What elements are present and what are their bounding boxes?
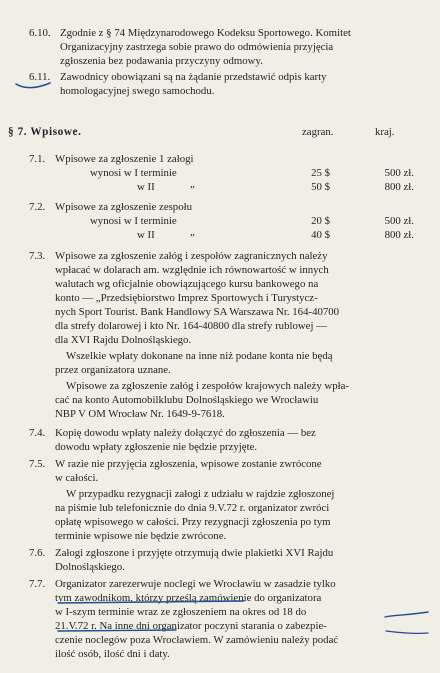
section-7-6-number: 7.6. [29, 547, 46, 559]
section-7-3-line: dla XVI Rajdu Dolnośląskiego. [55, 334, 192, 346]
section-7-1-number: 7.1. [29, 153, 46, 165]
fee-row-label: w II [137, 229, 155, 241]
section-7-5-line: na piśmie lub telefonicznie do dnia 9.V.72 r. organizator zwróci [55, 502, 330, 514]
pen-underline-mark [385, 612, 428, 617]
fee-row-label: wynosi w I terminie [90, 215, 177, 227]
fee-row-label: wynosi w I terminie [90, 167, 177, 179]
section-7-3-line: Wpisowe za zgłoszenie załóg i zespołów krajowych należy wpła- [66, 380, 350, 392]
section-7-7-line: ilość osób, ilość dni i daty. [55, 648, 170, 660]
section-7-3-line: walutach wg oficjalnie obowiązującego kursu bankowego na [55, 278, 319, 290]
section-7-3-line: wpłacać w dolarach am. względnie ich równowartość w innych [55, 264, 329, 276]
section-7-7-line: w I-szym terminie wraz ze zgłoszeniem na okres od 18 do [55, 606, 307, 618]
section-7-3-line: Wpisowe za zgłoszenie załóg i zespołów zagranicznych należy [55, 250, 328, 262]
section-7-1-title: Wpisowe za zgłoszenie 1 załogi [55, 153, 194, 165]
section-7-4-line: Kopię dowodu wpłaty należy dołączyć do zgłoszenia — bez [55, 427, 316, 439]
fee-domestic-value: 500 zł. [384, 167, 414, 179]
section-7-4-number: 7.4. [29, 427, 46, 439]
section-6-11-number: 6.11. [29, 71, 51, 83]
section-7-4-line: dowodu wpłaty zgłoszenie nie będzie przyjęte. [55, 441, 258, 453]
section-7-7-line: 21.V.72 r. Na inne dni organizator poczyni starania o zabezpie- [55, 620, 327, 632]
fee-foreign-value: 50 $ [311, 181, 330, 193]
section-6-10-line: Zgodnie z § 74 Międzynarodowego Kodeksu Sportowego. Komitet [60, 27, 351, 39]
section-7-2-title: Wpisowe za zgłoszenie zespołu [55, 201, 193, 213]
fee-row-label: w II [137, 181, 155, 193]
section-7-2-number: 7.2. [29, 201, 46, 213]
section-7-3-line: Wszelkie wpłaty dokonane na inne niż podane konta nie będą [66, 350, 333, 362]
section-7-3-line: NBP V OM Wrocław Nr. 1649-9-7618. [55, 408, 225, 420]
section-7-3-line: przez organizatora uznane. [55, 364, 171, 376]
column-header-domestic: kraj. [375, 126, 395, 138]
section-7-5-line: terminie wpisowe nie będzie zwrócone. [55, 530, 227, 542]
pen-underline-mark [386, 631, 428, 633]
section-7-6-line: Dolnośląskiego. [55, 561, 125, 573]
section-7-6-line: Załogi zgłoszone i przyjęte otrzymują dwie plakietki XVI Rajdu [55, 547, 334, 559]
section-7-5-number: 7.5. [29, 458, 46, 470]
section-7-5-line: W razie nie przyjęcia zgłoszenia, wpisowe zostanie zwrócone [55, 458, 322, 470]
fee-foreign-value: 20 $ [311, 215, 330, 227]
section-7-3-number: 7.3. [29, 250, 46, 262]
fee-foreign-value: 40 $ [311, 229, 330, 241]
section-6-10-number: 6.10. [29, 27, 51, 39]
section-7-heading: § 7. Wpisowe. [8, 126, 82, 138]
section-6-11-line: Zawodnicy obowiązani są na żądanie przedstawić odpis karty [60, 71, 327, 83]
section-7-7-number: 7.7. [29, 578, 46, 590]
section-7-7-line: Organizator zarezerwuje noclegi we Wrocławiu w zasadzie tylko [55, 578, 336, 590]
section-7-3-line: konto — „Przedsiębiorstwo Imprez Sportowych i Turystycz- [55, 292, 318, 304]
section-7-7-line: czenie noclegów poza Wrocławiem. W zamówieniu należy podać [55, 634, 339, 646]
section-6-10-line: zgłoszenia bez podawania przyczyny odmowy. [60, 55, 263, 67]
section-7-5-line: W przypadku rezygnacji załogi z udziału w rajdzie zgłoszonej [66, 488, 335, 500]
column-header-foreign: zagran. [302, 126, 334, 138]
ditto-mark: „ [190, 226, 195, 238]
section-7-5-line: w całości. [55, 472, 99, 484]
section-7-5-line: opłatę wpisowego w całości. Przy rezygnacji zgłoszenia po tym [55, 516, 331, 528]
section-7-7-line: tym zawodnikom, którzy prześlą zamówienie do organizatora [55, 592, 322, 604]
fee-foreign-value: 25 $ [311, 167, 330, 179]
fee-domestic-value: 500 zł. [384, 215, 414, 227]
fee-domestic-value: 800 zł. [384, 181, 414, 193]
section-6-10-line: Organizacyjny zastrzega sobie prawo do odmówienia przyjęcia [60, 41, 334, 53]
fee-domestic-value: 800 zł. [384, 229, 414, 241]
section-7-3-line: cać na konto Automobilklubu Dolnośląskiego we Wrocławiu [55, 394, 319, 406]
section-7-3-line: nych Sport Tourist. Bank Handlowy SA Warszawa Nr. 164-40700 [55, 306, 340, 318]
ditto-mark: „ [190, 178, 195, 190]
section-6-11-line: homologacyjnej swego samochodu. [60, 85, 215, 97]
section-7-3-line: dla strefy dolarowej i kto Nr. 164-40800 dla strefy rublowej — [55, 320, 327, 332]
